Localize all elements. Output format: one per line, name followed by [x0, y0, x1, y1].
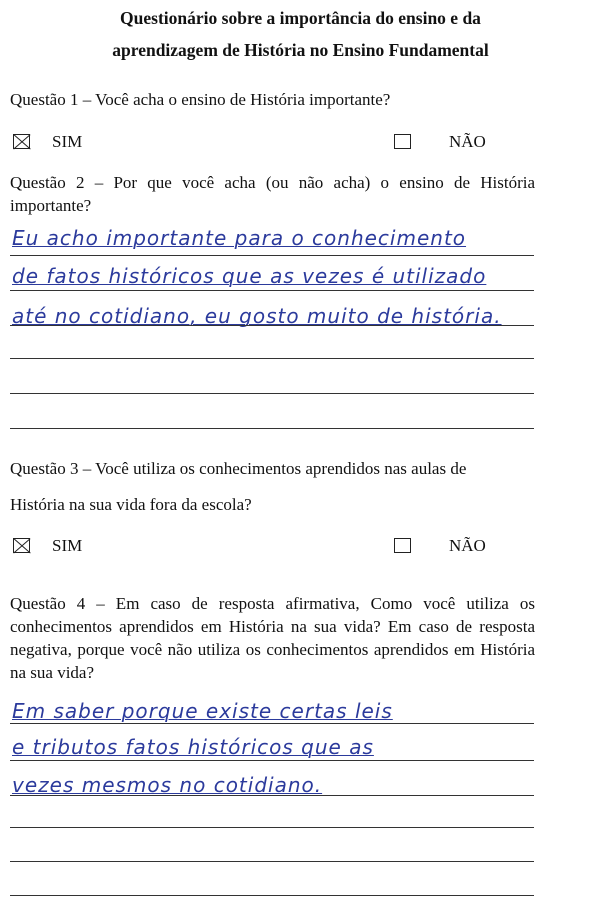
q3-yes-label: SIM — [52, 536, 83, 555]
q1-no-label: NÃO — [449, 132, 486, 151]
q3-no-checkbox[interactable] — [394, 538, 411, 553]
q1-yes-label: SIM — [52, 132, 83, 151]
q4-handwritten-answer-line-3: vezes mesmos no cotidiano. — [12, 773, 323, 797]
q4-answer-line — [10, 760, 534, 761]
q4-answer-line — [10, 723, 534, 724]
q4-answer-line — [10, 895, 534, 896]
q2-answer-line — [10, 290, 534, 291]
q4-answer-line — [10, 827, 534, 828]
q4-handwritten-answer-line-2: e tributos fatos históricos que as — [12, 735, 374, 759]
q2-handwritten-answer-line-3: até no cotidiano, eu gosto muito de história. — [12, 304, 502, 328]
q2-answer-line — [10, 358, 534, 359]
q3-yes-checkbox[interactable] — [13, 538, 30, 553]
q2-answer-line — [10, 255, 534, 256]
q2-handwritten-answer-line-1: Eu acho importante para o conhecimento — [12, 226, 467, 250]
q4-handwritten-answer-line-1: Em saber porque existe certas leis — [12, 699, 393, 723]
q1-yes-checkbox[interactable] — [13, 134, 30, 149]
question-3-text-line-2: História na sua vida fora da escola? — [10, 495, 252, 514]
q4-answer-line — [10, 861, 534, 862]
question-4-text: Questão 4 – Em caso de resposta afirmativa, Como você utiliza os conhecimentos aprendidos em História na sua vida? Em caso de resposta negativa, porque você não utiliza os conhecimentos aprendidos em História na sua vida? — [10, 594, 535, 682]
document-title-line-2: aprendizagem de História no Ensino Fundamental — [112, 40, 489, 60]
q1-no-checkbox[interactable] — [394, 134, 411, 149]
q4-answer-line — [10, 795, 534, 796]
q3-no-label: NÃO — [449, 536, 486, 555]
question-1-text: Questão 1 – Você acha o ensino de História importante? — [10, 90, 391, 109]
question-3-text-line-1: Questão 3 – Você utiliza os conhecimentos aprendidos nas aulas de — [10, 459, 467, 478]
q2-handwritten-answer-line-2: de fatos históricos que as vezes é utilizado — [12, 264, 487, 288]
q2-answer-line — [10, 325, 534, 326]
question-2-text: Questão 2 – Por que você acha (ou não acha) o ensino de História importante? — [10, 173, 535, 215]
q2-answer-line — [10, 393, 534, 394]
q2-answer-line — [10, 428, 534, 429]
document-title-line-1: Questionário sobre a importância do ensino e da — [120, 8, 481, 28]
